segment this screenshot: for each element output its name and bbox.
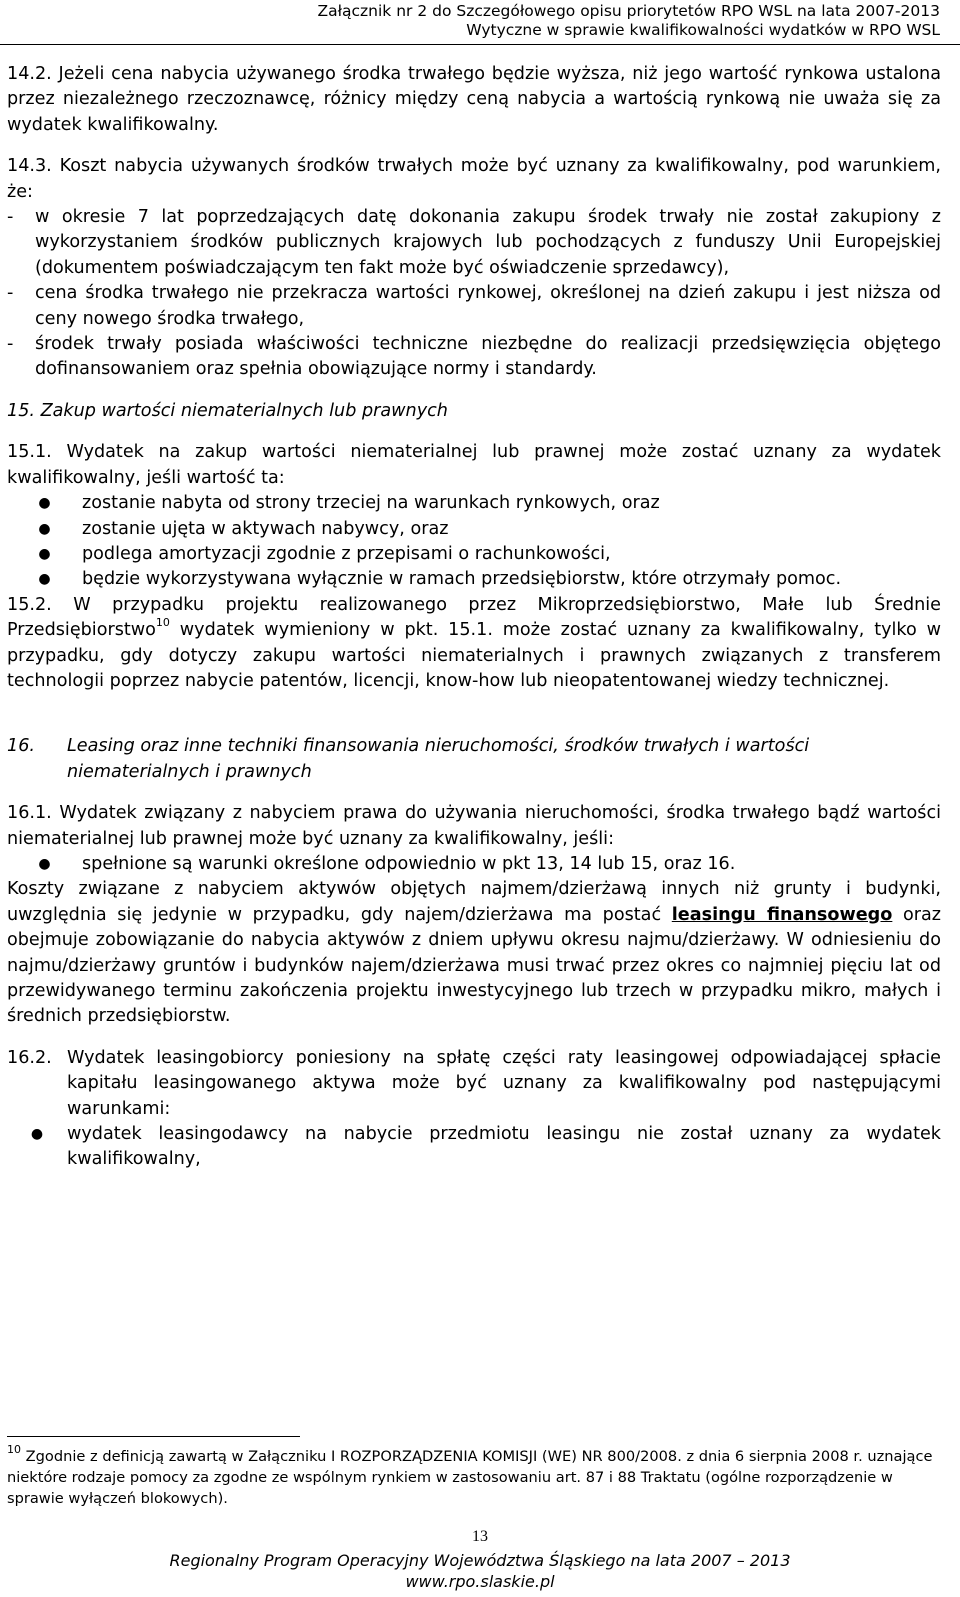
footnote <box>7 1443 937 1509</box>
page-header <box>317 2 940 40</box>
bullet-icon: ● <box>38 495 51 512</box>
footnote-text: Zgodnie z definicją zawartą w Załączniku I ROZPORZĄDZENIA KOMISJI (WE) NR 800/2008. z dnia 6 sierpnia 2008 r. uznające niektóre rodzaje pomocy za zgodne ze wspólnym rynkiem w zastosowaniu art. 87 i 88 Traktatu (ogólne rozporządzenie w sprawie wyłączeń blokowych). <box>7 1448 933 1507</box>
page-footer <box>0 1550 960 1592</box>
list-item: ● będzie wykorzystywana wyłącznie w ramach przedsiębiorstw, które otrzymały pomoc. <box>7 567 941 592</box>
footnote-number: 10 <box>7 1443 21 1457</box>
paragraph-16-1 <box>7 801 941 852</box>
paragraph-15-1 <box>7 440 941 491</box>
footer-program-name: Regionalny Program Operacyjny Województwa Śląskiego na lata 2007 – 2013 <box>169 1551 791 1570</box>
paragraph-14-2 <box>7 62 941 138</box>
paragraph-16-2: 16.2. Wydatek leasingobiorcy poniesiony na spłatę części raty leasingowej odpowiadającej spłacie kapitału leasingowanego aktywa może być uznany za kwalifikowalny pod następującymi warunkami: <box>7 1047 941 1119</box>
bullet-icon: ● <box>38 855 51 872</box>
section-heading-16: 16. Leasing oraz inne techniki finansowania nieruchomości, środków trwałych i wartości niematerialnych i prawnych <box>7 736 810 782</box>
paragraph-number: 15.1. <box>7 442 52 463</box>
paragraph-text: Jeżeli cena nabycia używanego środka trwałego będzie wyższa, niż jego wartość rynkowa ustalona przez niezależnego rzeczoznawcę, różnicy między ceną nabycia a wartością rynkową nie uważa się za wydatek kwalifikowalny. <box>7 64 941 135</box>
paragraph-number: 15.2. <box>7 594 52 615</box>
paragraph-number: 14.2. <box>7 64 52 84</box>
bullet-icon: ● <box>38 520 51 537</box>
footnote-rule <box>7 1436 300 1437</box>
bullet-icon: ● <box>38 545 51 562</box>
page-number: 13 <box>472 1528 488 1545</box>
paragraph-text: Koszt nabycia używanych środków trwałych może być uznany za kwalifikowalny, pod warunkiem, że: <box>7 156 941 202</box>
paragraph-text: Wydatek związany z nabyciem prawa do używania nieruchomości, środka trwałego bądź wartości niematerialnej lub prawnej może być uznany za kwalifikowalny, jeśli: <box>7 803 942 849</box>
header-line-2: Wytyczne w sprawie kwalifikowalności wydatków w RPO WSL <box>466 21 940 39</box>
header-rule <box>0 44 960 45</box>
footnote-reference[interactable]: 10 <box>155 616 170 630</box>
list-item: ● zostanie ujęta w aktywach nabywcy, oraz <box>7 517 941 542</box>
section-heading-15: 15. Zakup wartości niematerialnych lub prawnych <box>7 400 448 421</box>
header-line-1: Załącznik nr 2 do Szczegółowego opisu priorytetów RPO WSL na lata 2007-2013 <box>317 2 940 20</box>
footer-url[interactable]: www.rpo.slaskie.pl <box>405 1572 555 1591</box>
list-item: ● podlega amortyzacji zgodnie z przepisami o rachunkowości, <box>7 542 941 567</box>
document-body <box>7 62 941 1173</box>
paragraph-14-3 <box>7 154 941 205</box>
paragraph-number: 14.3. <box>7 156 52 177</box>
paragraph-16-1-continued: Koszty związane z nabyciem aktywów objętych najmem/dzierżawą innych niż grunty i budynki, uwzględnia się jedynie w przypadku, gdy najem/dzierżawa ma postać leasingu finansowego oraz obejmuje zobowiązanie do nabycia aktywów z dniem upływu okresu najmu/dzierżawy. W odniesieniu do najmu/dzierżawy gruntów i budynków najem/dzierżawa musi trwać przez okres co najmniej pięciu lat od przewidywanego terminu zakończenia projektu inwestycyjnego lub trzech w przypadku mikro, małych i średnich przedsiębiorstw. <box>7 879 942 1027</box>
list-item: ● zostanie nabyta od strony trzeciej na warunkach rynkowych, oraz <box>7 491 941 516</box>
paragraph-text: Wydatek na zakup wartości niematerialnej lub prawnej może zostać uznany za wydatek kwalifikowalny, jeśli wartość ta: <box>7 442 941 488</box>
leasing-term-link[interactable]: leasingu finansowego <box>671 904 893 925</box>
paragraph-number: 16.1. <box>7 803 52 824</box>
list-item: - cena środka trwałego nie przekracza wartości rynkowej, określonej na dzień zakupu i jest niższa od ceny nowego środka trwałego, <box>7 283 941 329</box>
paragraph-15-2: 15.2. W przypadku projektu realizowanego przez Mikroprzedsiębiorstwo, Małe lub Średnie Przedsiębiorstwo$^{10}$ wydatek wymieniony w pkt. 15.1. może zostać uznany za kwalifikowalny, tylko w przypadku, gdy dotyczy zakupu wartości niematerialnych i prawnych związanych z transferem technologii poprzez nabycie patentów, licencji, know-how lub nieopatentowanej wiedzy technicznej. <box>7 594 941 691</box>
list-item: ● wydatek leasingodawcy na nabycie przedmiotu leasingu nie został uznany za wydatek kwalifikowalny, <box>7 1122 941 1173</box>
list-item: - środek trwały posiada właściwości techniczne niezbędne do realizacji przedsięwzięcia objętego dofinansowaniem oraz spełnia obowiązujące normy i standardy. <box>7 334 941 380</box>
bullet-icon: ● <box>38 571 51 588</box>
list-item: ● spełnione są warunki określone odpowiednio w pkt 13, 14 lub 15, oraz 16. <box>7 852 941 877</box>
bullet-icon: ● <box>30 1126 44 1143</box>
list-item: - w okresie 7 lat poprzedzających datę dokonania zakupu środek trwały nie został zakupiony z wykorzystaniem środków publicznych krajowych lub pochodzących z funduszy Unii Europejskiej (dokumentem poświadczającym ten fakt może być oświadczenie sprzedawcy), <box>7 207 941 278</box>
